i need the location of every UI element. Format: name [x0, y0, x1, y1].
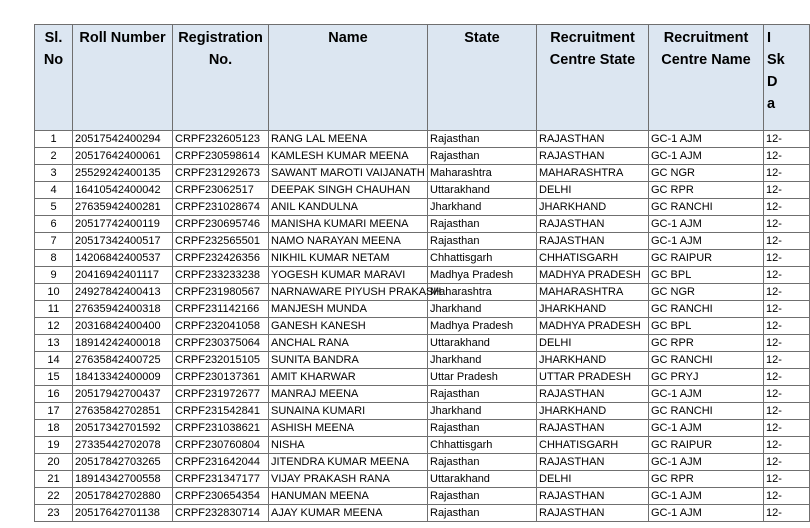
table-row [35, 131, 810, 148]
cell-rc-state: RAJASTHAN [537, 454, 649, 471]
cell-roll-number: 14206842400537 [73, 250, 173, 267]
cell-partial: 12- [764, 488, 810, 505]
cell-sl-no: 9 [35, 267, 73, 284]
cell-name: MANRAJ MEENA [269, 386, 428, 403]
cell-name: NAMO NARAYAN MEENA [269, 233, 428, 250]
cell-rc-state: RAJASTHAN [537, 386, 649, 403]
cell-name: ANCHAL RANA [269, 335, 428, 352]
cell-registration-no: CRPF230598614 [173, 148, 269, 165]
table-row [35, 318, 810, 335]
cell-rc-name: GC-1 AJM [649, 505, 764, 522]
cell-roll-number: 20517842703265 [73, 454, 173, 471]
cell-roll-number: 20416942401117 [73, 267, 173, 284]
cell-name: AJAY KUMAR MEENA [269, 505, 428, 522]
cell-state: Rajasthan [428, 131, 537, 148]
cell-registration-no: CRPF232426356 [173, 250, 269, 267]
cell-roll-number: 20316842400400 [73, 318, 173, 335]
cell-name: SUNITA BANDRA [269, 352, 428, 369]
cell-rc-state: JHARKHAND [537, 352, 649, 369]
header-rc-state-line1: Recruitment [550, 30, 635, 46]
cell-registration-no: CRPF232565501 [173, 233, 269, 250]
cell-state: Rajasthan [428, 488, 537, 505]
cell-roll-number: 27635942400281 [73, 199, 173, 216]
cell-registration-no: CRPF230760804 [173, 437, 269, 454]
cell-roll-number: 27335442702078 [73, 437, 173, 454]
cell-registration-no: CRPF231542841 [173, 403, 269, 420]
candidate-table [34, 24, 810, 522]
cell-sl-no: 6 [35, 216, 73, 233]
cell-rc-name: GC NGR [649, 165, 764, 182]
table-row [35, 267, 810, 284]
cell-sl-no: 13 [35, 335, 73, 352]
table-row [35, 301, 810, 318]
cell-registration-no: CRPF232015105 [173, 352, 269, 369]
cell-rc-name: GC-1 AJM [649, 216, 764, 233]
cell-rc-state: RAJASTHAN [537, 233, 649, 250]
cell-roll-number: 18914242400018 [73, 335, 173, 352]
cell-name: JITENDRA KUMAR MEENA [269, 454, 428, 471]
cell-partial: 12- [764, 318, 810, 335]
cell-rc-name: GC-1 AJM [649, 454, 764, 471]
cell-sl-no: 4 [35, 182, 73, 199]
cell-partial: 12- [764, 437, 810, 454]
cell-partial: 12- [764, 335, 810, 352]
table-row [35, 420, 810, 437]
cell-name: DEEPAK SINGH CHAUHAN [269, 182, 428, 199]
cell-state: Jharkhand [428, 403, 537, 420]
header-rc-name-line2: Centre Name [661, 52, 751, 68]
table-row [35, 284, 810, 301]
header-roll-number-line1: Roll Number [79, 30, 166, 46]
cell-partial: 12- [764, 250, 810, 267]
cell-name: MANISHA KUMARI MEENA [269, 216, 428, 233]
header-name-line1: Name [328, 30, 368, 46]
cell-rc-state: RAJASTHAN [537, 148, 649, 165]
cell-rc-state: MADHYA PRADESH [537, 267, 649, 284]
cell-sl-no: 22 [35, 488, 73, 505]
table-row [35, 505, 810, 522]
cell-roll-number: 20517842702880 [73, 488, 173, 505]
cell-registration-no: CRPF232605123 [173, 131, 269, 148]
cell-rc-name: GC-1 AJM [649, 386, 764, 403]
cell-state: Rajasthan [428, 420, 537, 437]
cell-state: Jharkhand [428, 352, 537, 369]
cell-sl-no: 18 [35, 420, 73, 437]
cell-rc-state: RAJASTHAN [537, 488, 649, 505]
cell-rc-name: GC BPL [649, 267, 764, 284]
cell-rc-state: DELHI [537, 182, 649, 199]
cell-rc-state: CHHATISGARH [537, 437, 649, 454]
cell-rc-state: JHARKHAND [537, 199, 649, 216]
cell-name: ANIL KANDULNA [269, 199, 428, 216]
cell-sl-no: 21 [35, 471, 73, 488]
cell-registration-no: CRPF230137361 [173, 369, 269, 386]
header-sl-no [35, 25, 73, 131]
cell-sl-no: 8 [35, 250, 73, 267]
table-body [35, 131, 810, 522]
cell-rc-name: GC-1 AJM [649, 420, 764, 437]
table-row [35, 488, 810, 505]
cell-partial: 12- [764, 284, 810, 301]
cell-roll-number: 20517342701592 [73, 420, 173, 437]
table-row [35, 335, 810, 352]
cell-sl-no: 15 [35, 369, 73, 386]
cell-partial: 12- [764, 216, 810, 233]
table-row [35, 182, 810, 199]
header-sl-no-line1: Sl. [44, 30, 63, 46]
header-state-line1: State [464, 30, 500, 46]
header-recruitment-centre-name [649, 25, 764, 131]
table-row [35, 165, 810, 182]
cell-registration-no: CRPF23062517 [173, 182, 269, 199]
cell-registration-no: CRPF233233238 [173, 267, 269, 284]
cell-sl-no: 19 [35, 437, 73, 454]
cell-roll-number: 25529242400135 [73, 165, 173, 182]
cell-rc-state: RAJASTHAN [537, 216, 649, 233]
cell-registration-no: CRPF231292673 [173, 165, 269, 182]
cell-state: Uttarakhand [428, 182, 537, 199]
cell-name: VIJAY PRAKASH RANA [269, 471, 428, 488]
cell-registration-no: CRPF232041058 [173, 318, 269, 335]
cell-state: Maharashtra [428, 284, 537, 301]
cell-rc-state: MADHYA PRADESH [537, 318, 649, 335]
cell-name: NIKHIL KUMAR NETAM [269, 250, 428, 267]
cell-sl-no: 12 [35, 318, 73, 335]
cell-sl-no: 10 [35, 284, 73, 301]
cell-sl-no: 23 [35, 505, 73, 522]
cell-name: YOGESH KUMAR MARAVI [269, 267, 428, 284]
header-registration-no [173, 25, 269, 131]
table-row [35, 386, 810, 403]
cell-registration-no: CRPF230695746 [173, 216, 269, 233]
cell-rc-name: GC NGR [649, 284, 764, 301]
cell-rc-name: GC-1 AJM [649, 131, 764, 148]
cell-roll-number: 24927842400413 [73, 284, 173, 301]
cell-name: GANESH KANESH [269, 318, 428, 335]
cell-roll-number: 27635842702851 [73, 403, 173, 420]
header-rc-name-line1: Recruitment [663, 30, 749, 46]
results-sheet [34, 24, 810, 522]
table-row [35, 403, 810, 420]
cell-partial: 12- [764, 165, 810, 182]
cell-roll-number: 20517642400061 [73, 148, 173, 165]
table-row [35, 352, 810, 369]
cell-partial: 12- [764, 131, 810, 148]
cell-rc-state: RAJASTHAN [537, 131, 649, 148]
cell-name: RANG LAL MEENA [269, 131, 428, 148]
cell-rc-name: GC-1 AJM [649, 148, 764, 165]
cell-registration-no: CRPF231972677 [173, 386, 269, 403]
cell-partial: 12- [764, 386, 810, 403]
cell-rc-name: GC RANCHI [649, 301, 764, 318]
table-row [35, 369, 810, 386]
cell-registration-no: CRPF231347177 [173, 471, 269, 488]
cell-rc-name: GC BPL [649, 318, 764, 335]
cell-state: Rajasthan [428, 148, 537, 165]
cell-partial: 12- [764, 471, 810, 488]
cell-rc-state: RAJASTHAN [537, 505, 649, 522]
cell-state: Madhya Pradesh [428, 318, 537, 335]
cell-partial: 12- [764, 267, 810, 284]
cell-sl-no: 5 [35, 199, 73, 216]
cell-name: NISHA [269, 437, 428, 454]
header-state [428, 25, 537, 131]
header-partial-line3: D [767, 74, 778, 90]
cell-registration-no: CRPF232830714 [173, 505, 269, 522]
cell-name: MANJESH MUNDA [269, 301, 428, 318]
cell-sl-no: 16 [35, 386, 73, 403]
cell-rc-state: DELHI [537, 335, 649, 352]
cell-sl-no: 17 [35, 403, 73, 420]
cell-state: Rajasthan [428, 454, 537, 471]
header-registration-line2: No. [208, 52, 233, 68]
cell-registration-no: CRPF230654354 [173, 488, 269, 505]
cell-registration-no: CRPF231028674 [173, 199, 269, 216]
table-row [35, 250, 810, 267]
cell-roll-number: 16410542400042 [73, 182, 173, 199]
cell-partial: 12- [764, 233, 810, 250]
cell-partial: 12- [764, 369, 810, 386]
cell-rc-name: GC RPR [649, 335, 764, 352]
header-sl-no-line2: No [43, 52, 64, 68]
cell-sl-no: 3 [35, 165, 73, 182]
cell-rc-name: GC RPR [649, 471, 764, 488]
cell-roll-number: 18914342700558 [73, 471, 173, 488]
cell-roll-number: 20517742400119 [73, 216, 173, 233]
table-row [35, 471, 810, 488]
table-row [35, 437, 810, 454]
cell-rc-state: MAHARASHTRA [537, 165, 649, 182]
cell-rc-name: GC RAIPUR [649, 437, 764, 454]
cell-partial: 12- [764, 301, 810, 318]
cell-state: Rajasthan [428, 233, 537, 250]
cell-roll-number: 20517542400294 [73, 131, 173, 148]
cell-sl-no: 2 [35, 148, 73, 165]
table-row [35, 148, 810, 165]
cell-name: SUNAINA KUMARI [269, 403, 428, 420]
cell-roll-number: 20517942700437 [73, 386, 173, 403]
cell-sl-no: 1 [35, 131, 73, 148]
header-roll-number [73, 25, 173, 131]
cell-name: NARNAWARE PIYUSH PRAKASH [269, 284, 428, 301]
cell-registration-no: CRPF231642044 [173, 454, 269, 471]
cell-name: KAMLESH KUMAR MEENA [269, 148, 428, 165]
cell-registration-no: CRPF231038621 [173, 420, 269, 437]
cell-name: HANUMAN MEENA [269, 488, 428, 505]
cell-state: Uttarakhand [428, 335, 537, 352]
cell-rc-state: DELHI [537, 471, 649, 488]
cell-partial: 12- [764, 148, 810, 165]
table-row [35, 454, 810, 471]
cell-rc-state: JHARKHAND [537, 403, 649, 420]
cell-roll-number: 18413342400009 [73, 369, 173, 386]
cell-rc-name: GC-1 AJM [649, 488, 764, 505]
header-row [35, 25, 810, 131]
cell-rc-state: RAJASTHAN [537, 420, 649, 437]
cell-roll-number: 27635942400318 [73, 301, 173, 318]
cell-state: Uttarakhand [428, 471, 537, 488]
cell-rc-name: GC RANCHI [649, 199, 764, 216]
cell-sl-no: 11 [35, 301, 73, 318]
cell-rc-state: UTTAR PRADESH [537, 369, 649, 386]
header-partial-line4: a [767, 96, 776, 112]
cell-state: Madhya Pradesh [428, 267, 537, 284]
cell-state: Chhattisgarh [428, 250, 537, 267]
cell-partial: 12- [764, 420, 810, 437]
table-row [35, 233, 810, 250]
cell-rc-name: GC RANCHI [649, 352, 764, 369]
cell-state: Rajasthan [428, 505, 537, 522]
cell-partial: 12- [764, 454, 810, 471]
cell-partial: 12- [764, 352, 810, 369]
table-row [35, 216, 810, 233]
cell-name: SAWANT MAROTI VAIJANATH [269, 165, 428, 182]
cell-partial: 12- [764, 182, 810, 199]
cell-roll-number: 20517342400517 [73, 233, 173, 250]
header-partial-line2: Sk [767, 52, 785, 68]
cell-state: Maharashtra [428, 165, 537, 182]
cell-rc-state: JHARKHAND [537, 301, 649, 318]
cell-name: AMIT KHARWAR [269, 369, 428, 386]
cell-sl-no: 14 [35, 352, 73, 369]
cell-state: Uttar Pradesh [428, 369, 537, 386]
cell-roll-number: 20517642701138 [73, 505, 173, 522]
cell-rc-name: GC RPR [649, 182, 764, 199]
cell-rc-state: MAHARASHTRA [537, 284, 649, 301]
cell-registration-no: CRPF231142166 [173, 301, 269, 318]
cell-state: Jharkhand [428, 301, 537, 318]
cell-partial: 12- [764, 403, 810, 420]
header-name [269, 25, 428, 131]
header-recruitment-centre-state [537, 25, 649, 131]
header-rc-state-line2: Centre State [549, 52, 636, 68]
cell-rc-name: GC-1 AJM [649, 233, 764, 250]
cell-state: Jharkhand [428, 199, 537, 216]
table-row [35, 199, 810, 216]
header-registration-line1: Registration [178, 30, 263, 46]
cell-name: ASHISH MEENA [269, 420, 428, 437]
header-partial-line1: I [767, 30, 772, 46]
cell-partial: 12- [764, 199, 810, 216]
cell-state: Rajasthan [428, 386, 537, 403]
cell-rc-state: CHHATISGARH [537, 250, 649, 267]
cell-sl-no: 7 [35, 233, 73, 250]
cell-rc-name: GC PRYJ [649, 369, 764, 386]
cell-roll-number: 27635842400725 [73, 352, 173, 369]
cell-state: Rajasthan [428, 216, 537, 233]
cell-registration-no: CRPF231980567 [173, 284, 269, 301]
cell-state: Chhattisgarh [428, 437, 537, 454]
header-partial-column [764, 25, 810, 131]
cell-sl-no: 20 [35, 454, 73, 471]
cell-rc-name: GC RAIPUR [649, 250, 764, 267]
cell-rc-name: GC RANCHI [649, 403, 764, 420]
cell-partial: 12- [764, 505, 810, 522]
cell-registration-no: CRPF230375064 [173, 335, 269, 352]
